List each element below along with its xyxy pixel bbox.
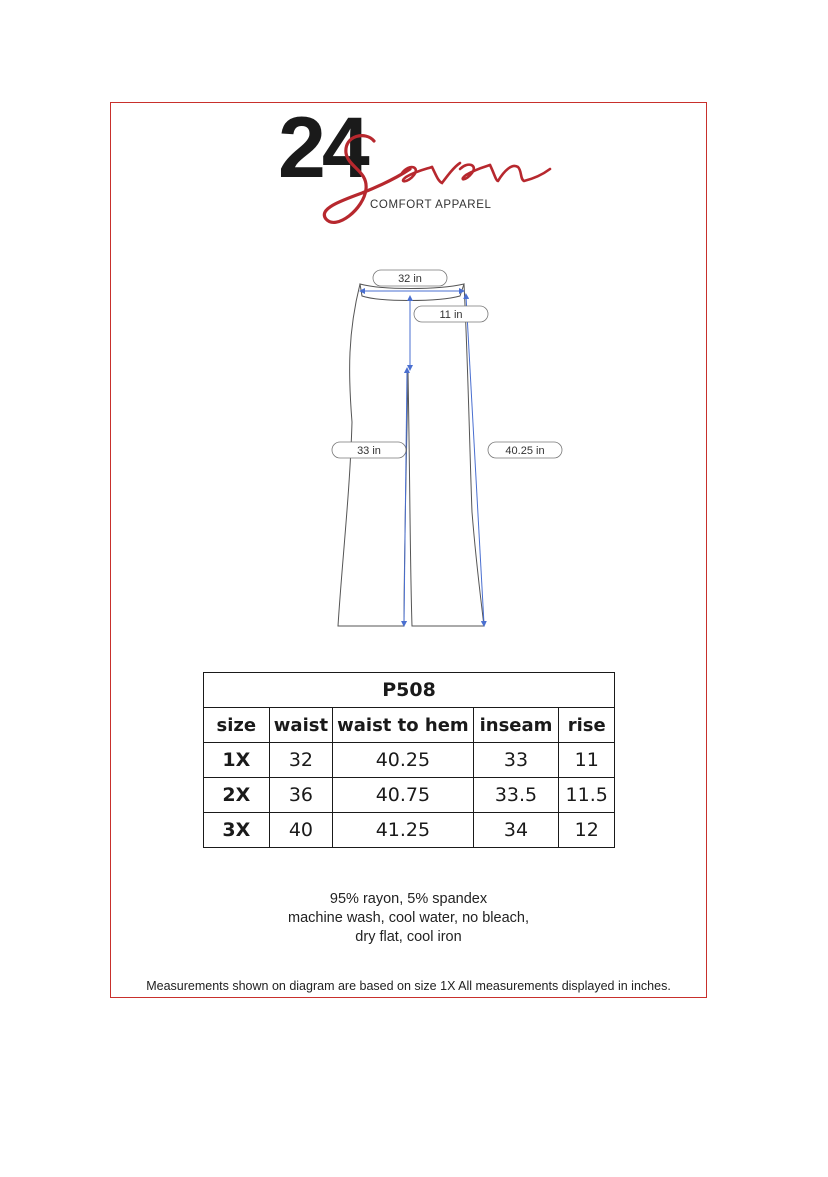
- logo-script-swash: [270, 100, 560, 235]
- size-chart-table: [203, 672, 615, 848]
- cell-size: 3X: [204, 813, 270, 848]
- waist-label: 32 in: [398, 273, 422, 285]
- rise-label-pill: [414, 306, 488, 322]
- cell-size: 1X: [204, 743, 270, 778]
- cell-inseam: 33: [473, 743, 559, 778]
- length-label: 40.25 in: [505, 445, 545, 457]
- cell-waist: 32: [269, 743, 333, 778]
- pants-diagram: [320, 262, 580, 642]
- header-rise: rise: [559, 708, 615, 743]
- inseam-label-pill: [332, 442, 406, 458]
- cell-size: 2X: [204, 778, 270, 813]
- table-row: [204, 743, 615, 778]
- measurement-footnote: Measurements shown on diagram are based on size 1X All measurements displayed in inches.: [146, 979, 671, 993]
- cell-waist: 40: [269, 813, 333, 848]
- length-arrow: [466, 296, 484, 624]
- care-line-fabric: 95% rayon, 5% spandex: [329, 891, 488, 907]
- logo-tagline: COMFORT APPAREL: [370, 199, 492, 211]
- logo-number: 24: [278, 100, 366, 196]
- inseam-arrow: [404, 370, 407, 624]
- inseam-label: 33 in: [357, 445, 381, 457]
- cell-waist-to-hem: 40.75: [333, 778, 473, 813]
- brand-logo: [270, 100, 560, 235]
- cell-inseam: 34: [473, 813, 559, 848]
- cell-waist: 36: [269, 778, 333, 813]
- care-instructions: [110, 890, 707, 947]
- length-label-pill: [488, 442, 562, 458]
- care-line-wash: machine wash, cool water, no bleach,: [288, 910, 529, 926]
- cell-inseam: 33.5: [473, 778, 559, 813]
- cell-rise: 11.5: [559, 778, 615, 813]
- rise-label: 11 in: [439, 309, 463, 321]
- table-title: P508: [204, 673, 615, 708]
- table-row: [204, 813, 615, 848]
- care-line-dry: dry flat, cool iron: [355, 929, 462, 945]
- cell-waist-to-hem: 40.25: [333, 743, 473, 778]
- header-waist: waist: [269, 708, 333, 743]
- cell-waist-to-hem: 41.25: [333, 813, 473, 848]
- cell-rise: 12: [559, 813, 615, 848]
- header-inseam: inseam: [473, 708, 559, 743]
- header-size: size: [204, 708, 270, 743]
- table-header-row: [204, 708, 615, 743]
- waist-label-pill: [373, 270, 447, 286]
- cell-rise: 11: [559, 743, 615, 778]
- table-row: [204, 778, 615, 813]
- header-waist-to-hem: waist to hem: [333, 708, 473, 743]
